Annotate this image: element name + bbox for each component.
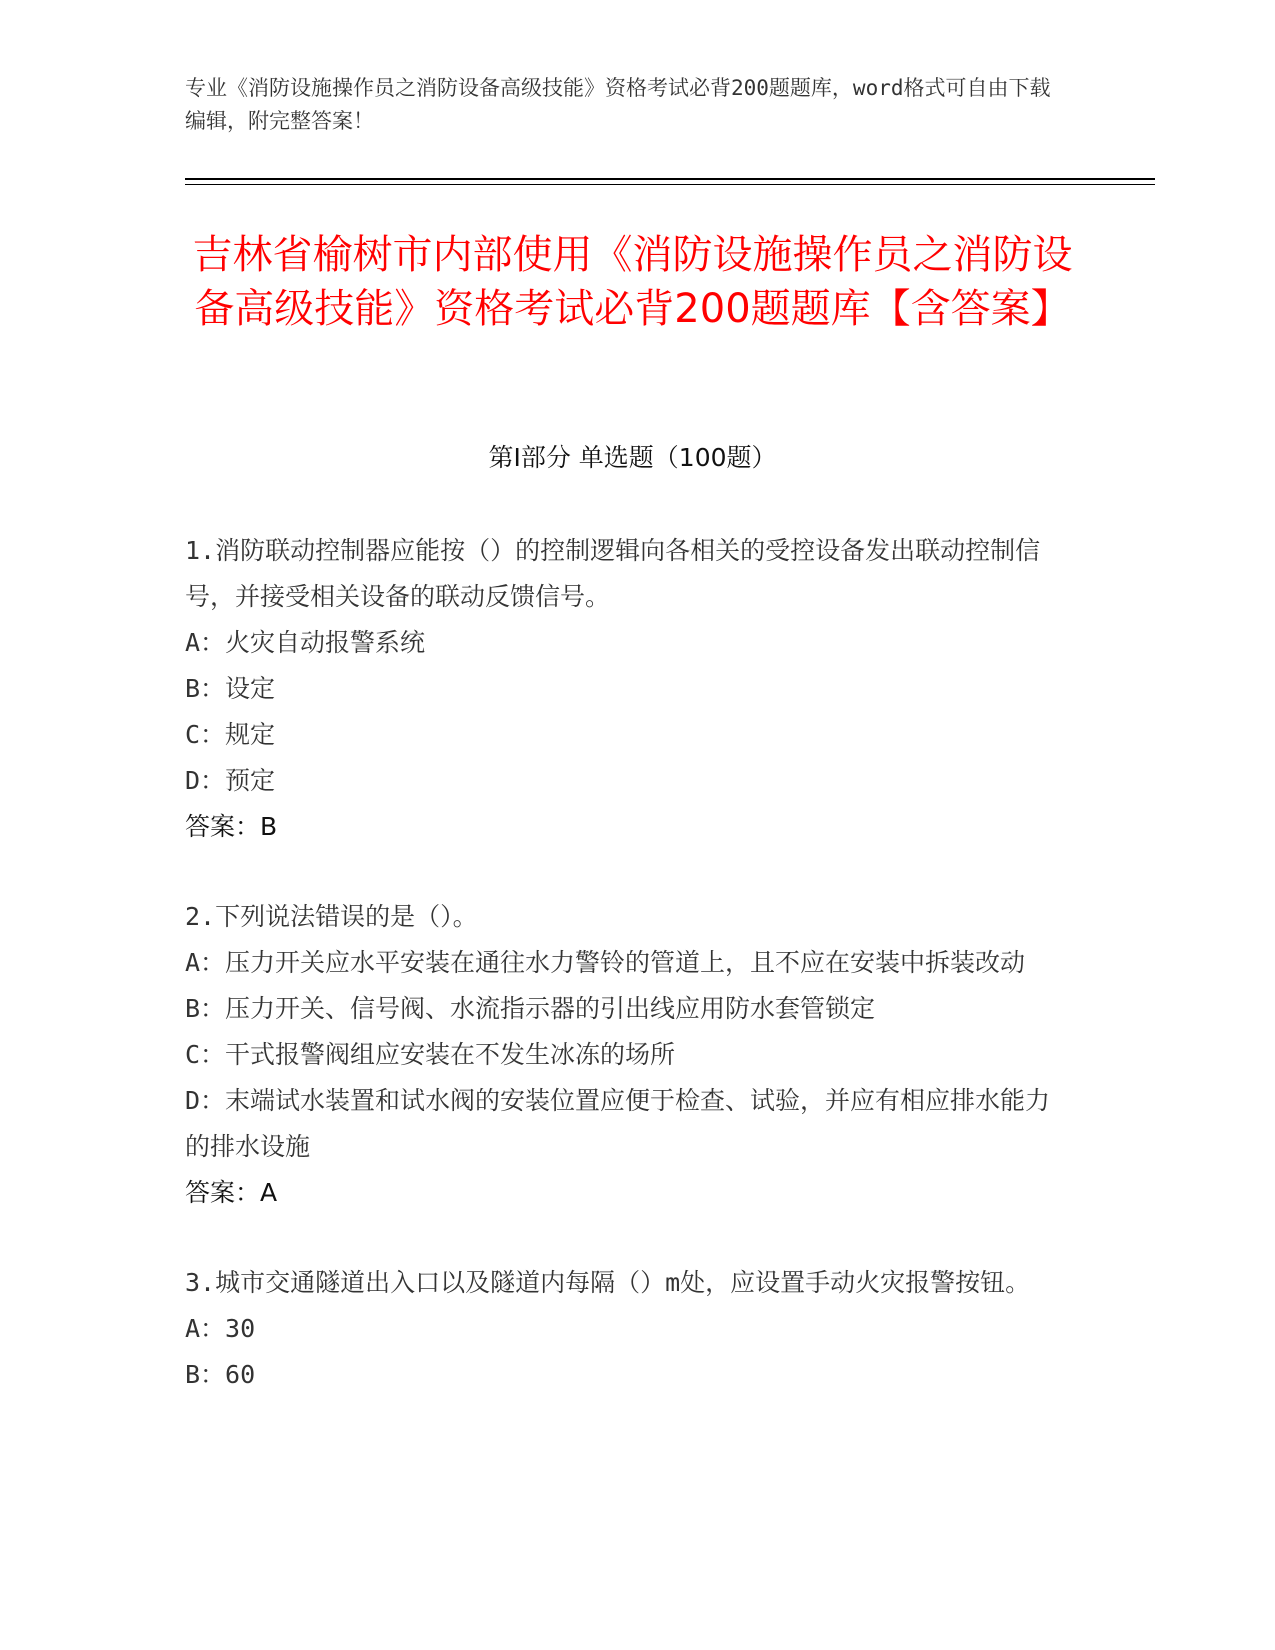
header-divider-thin: [185, 184, 1155, 185]
question-list: [185, 528, 1065, 1442]
answer-line: 答案：A: [185, 1178, 278, 1207]
question-3: [185, 1260, 1065, 1398]
option-a: A：30: [185, 1314, 256, 1343]
question-2: [185, 894, 1065, 1216]
question-stem: 2.下列说法错误的是（）。: [185, 902, 478, 931]
option-c: C：干式报警阀组应安装在不发生冰冻的场所: [185, 1040, 676, 1069]
option-b: B：设定: [185, 674, 276, 703]
document-title: 吉林省榆树市内部使用《消防设施操作员之消防设备高级技能》资格考试必背200题题库【含答案】: [192, 232, 1073, 332]
question-stem: 3.城市交通隧道出入口以及隧道内每隔（）m处，应设置手动火灾报警按钮。: [185, 1268, 1031, 1297]
header-divider-thick: [185, 178, 1155, 180]
option-b: B：压力开关、信号阀、水流指示器的引出线应用防水套管锁定: [185, 994, 876, 1023]
question-stem: 1.消防联动控制器应能按（）的控制逻辑向各相关的受控设备发出联动控制信号，并接受相关设备的联动反馈信号。: [185, 536, 1041, 611]
option-c: C：规定: [185, 720, 276, 749]
question-1: [185, 528, 1065, 850]
option-d: D：预定: [185, 766, 276, 795]
intro-text: 专业《消防设施操作员之消防设备高级技能》资格考试必背200题题库，word格式可自由下载编辑，附完整答案！: [185, 76, 1051, 133]
option-a: A：火灾自动报警系统: [185, 628, 426, 657]
answer-line: 答案：B: [185, 812, 278, 841]
option-b: B：60: [185, 1360, 256, 1389]
option-d: D：末端试水装置和试水阀的安装位置应便于检查、试验，并应有相应排水能力的排水设施: [185, 1086, 1051, 1161]
section-title: 第Ⅰ部分 单选题（100题）: [488, 443, 777, 472]
option-a: A：压力开关应水平安装在通往水力警铃的管道上，且不应在安装中拆装改动: [185, 948, 1026, 977]
